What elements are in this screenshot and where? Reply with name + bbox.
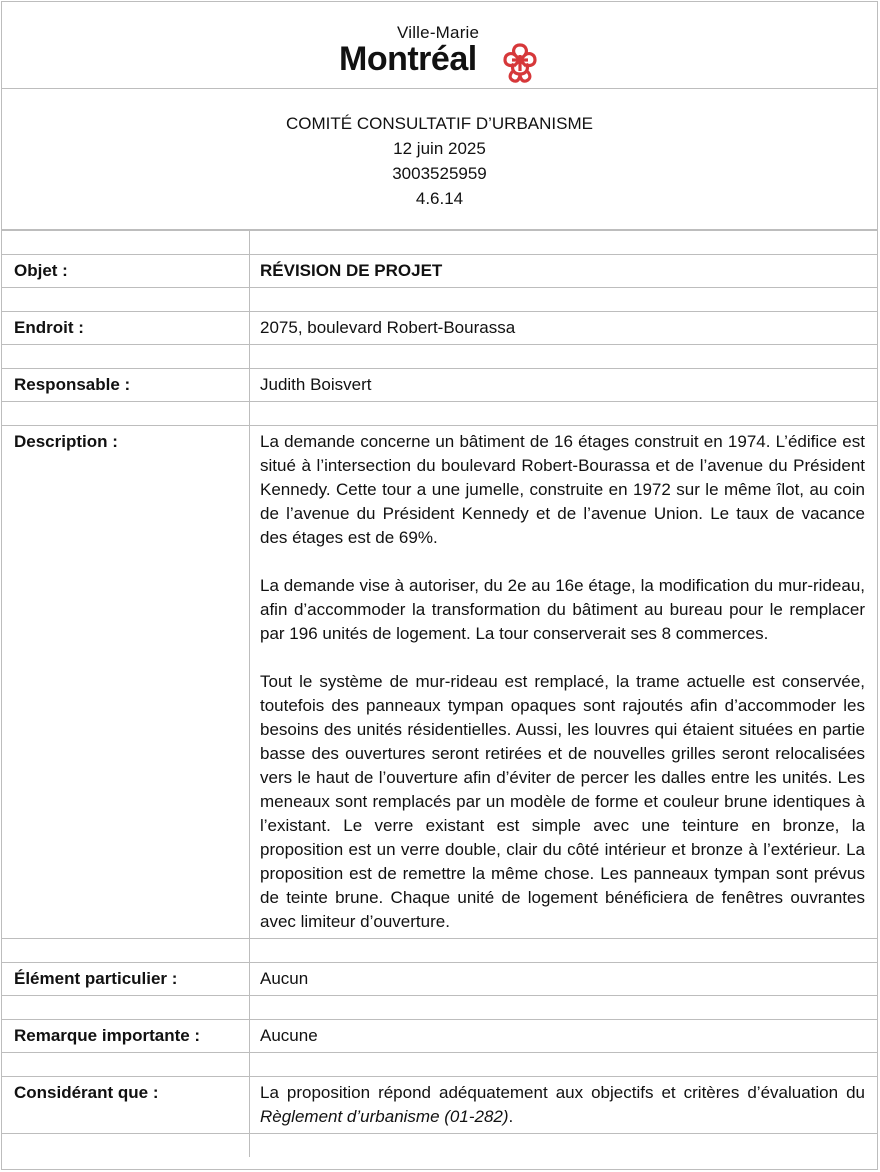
logo-header [2, 2, 877, 89]
value-objet: RÉVISION DE PROJET [250, 255, 878, 288]
description-paragraph-3: Tout le système de mur-rideau est remplacé, la trame actuelle est conservée, toutefois des panneaux tympan opaques sont rajoutés afin d’accommoder les besoins des unités résidentielles. Aussi, les louvres qui étaient situées en partie basse des ouvertures seront retirées et de nouvelles grilles seront relocalisées vers le haut de l’ouverture afin d’éviter de percer les dalles entre les unités. Les meneaux sont remplacés par un modèle de forme et couleur brune identiques à l’existant. Le verre existant est simple avec une teinture en bronze, la proposition est un verre double, clair du côté intérieur et bronze à l’extérieur. La proposition est de remettre la même chose. Les panneaux tympan sont prévus de teinte brune. Chaque unité de logement bénéficiera de fenêtres ouvrantes avec limiteur d’ouverture. [260, 672, 865, 931]
row-description [2, 426, 877, 939]
row-element-particulier [2, 963, 877, 996]
spacer-row [2, 288, 877, 312]
considerant-text: La proposition répond adéquatement aux objectifs et critères d’évaluation du [260, 1083, 865, 1102]
value-considerant [250, 1077, 878, 1134]
spacer-row [2, 996, 877, 1020]
value-element-particulier: Aucun [250, 963, 878, 996]
value-endroit: 2075, boulevard Robert-Bourassa [250, 312, 878, 345]
description-paragraph-1: La demande concerne un bâtiment de 16 étages construit en 1974. L’édifice est situé à l’intersection du boulevard Robert-Bourassa et de l’avenue du Président Kennedy. Cette tour a une jumelle, construite en 1972 sur le même îlot, au coin de l’avenue du Président Kennedy et de l’avenue Union. Le taux de vacance des étages est de 69%. [260, 432, 865, 547]
value-responsable: Judith Boisvert [250, 369, 878, 402]
row-objet [2, 255, 877, 288]
agenda-item: 4.6.14 [415, 189, 464, 208]
regulation-reference: Règlement d’urbanisme (01-282) [260, 1107, 509, 1126]
considerant-end: . [508, 1107, 514, 1126]
meeting-header [2, 89, 877, 230]
description-paragraph-2: La demande vise à autoriser, du 2e au 16e étage, la modification du mur-rideau, afin d’accommoder la transformation du bâtiment au bureau pour le remplacer par 196 unités de logement. La tour conserverait ses 8 commerces. [260, 576, 865, 643]
value-remarque: Aucune [250, 1020, 878, 1053]
committee-title: COMITÉ CONSULTATIF D’URBANISME [286, 114, 593, 133]
label-element-particulier: Élément particulier : [2, 963, 250, 996]
spacer-row [2, 1134, 877, 1158]
row-responsable [2, 369, 877, 402]
spacer-row [2, 939, 877, 963]
meeting-date: 12 juin 2025 [393, 139, 486, 158]
project-table [2, 230, 877, 1157]
row-remarque [2, 1020, 877, 1053]
spacer-row [2, 1053, 877, 1077]
spacer-row [2, 231, 877, 255]
label-objet: Objet : [2, 255, 250, 288]
label-remarque: Remarque importante : [2, 1020, 250, 1053]
file-number: 3003525959 [392, 164, 487, 183]
label-considerant: Considérant que : [2, 1077, 250, 1134]
row-endroit [2, 312, 877, 345]
montreal-rosette-icon [497, 41, 543, 85]
row-considerant [2, 1077, 877, 1134]
value-description [250, 426, 878, 939]
label-endroit: Endroit : [2, 312, 250, 345]
spacer-row [2, 345, 877, 369]
spacer-row [2, 402, 877, 426]
label-responsable: Responsable : [2, 369, 250, 402]
logo-borough: Ville-Marie [397, 23, 480, 42]
document-page [1, 1, 878, 1170]
label-description: Description : [2, 426, 250, 939]
logo-city: Montréal [339, 40, 477, 78]
